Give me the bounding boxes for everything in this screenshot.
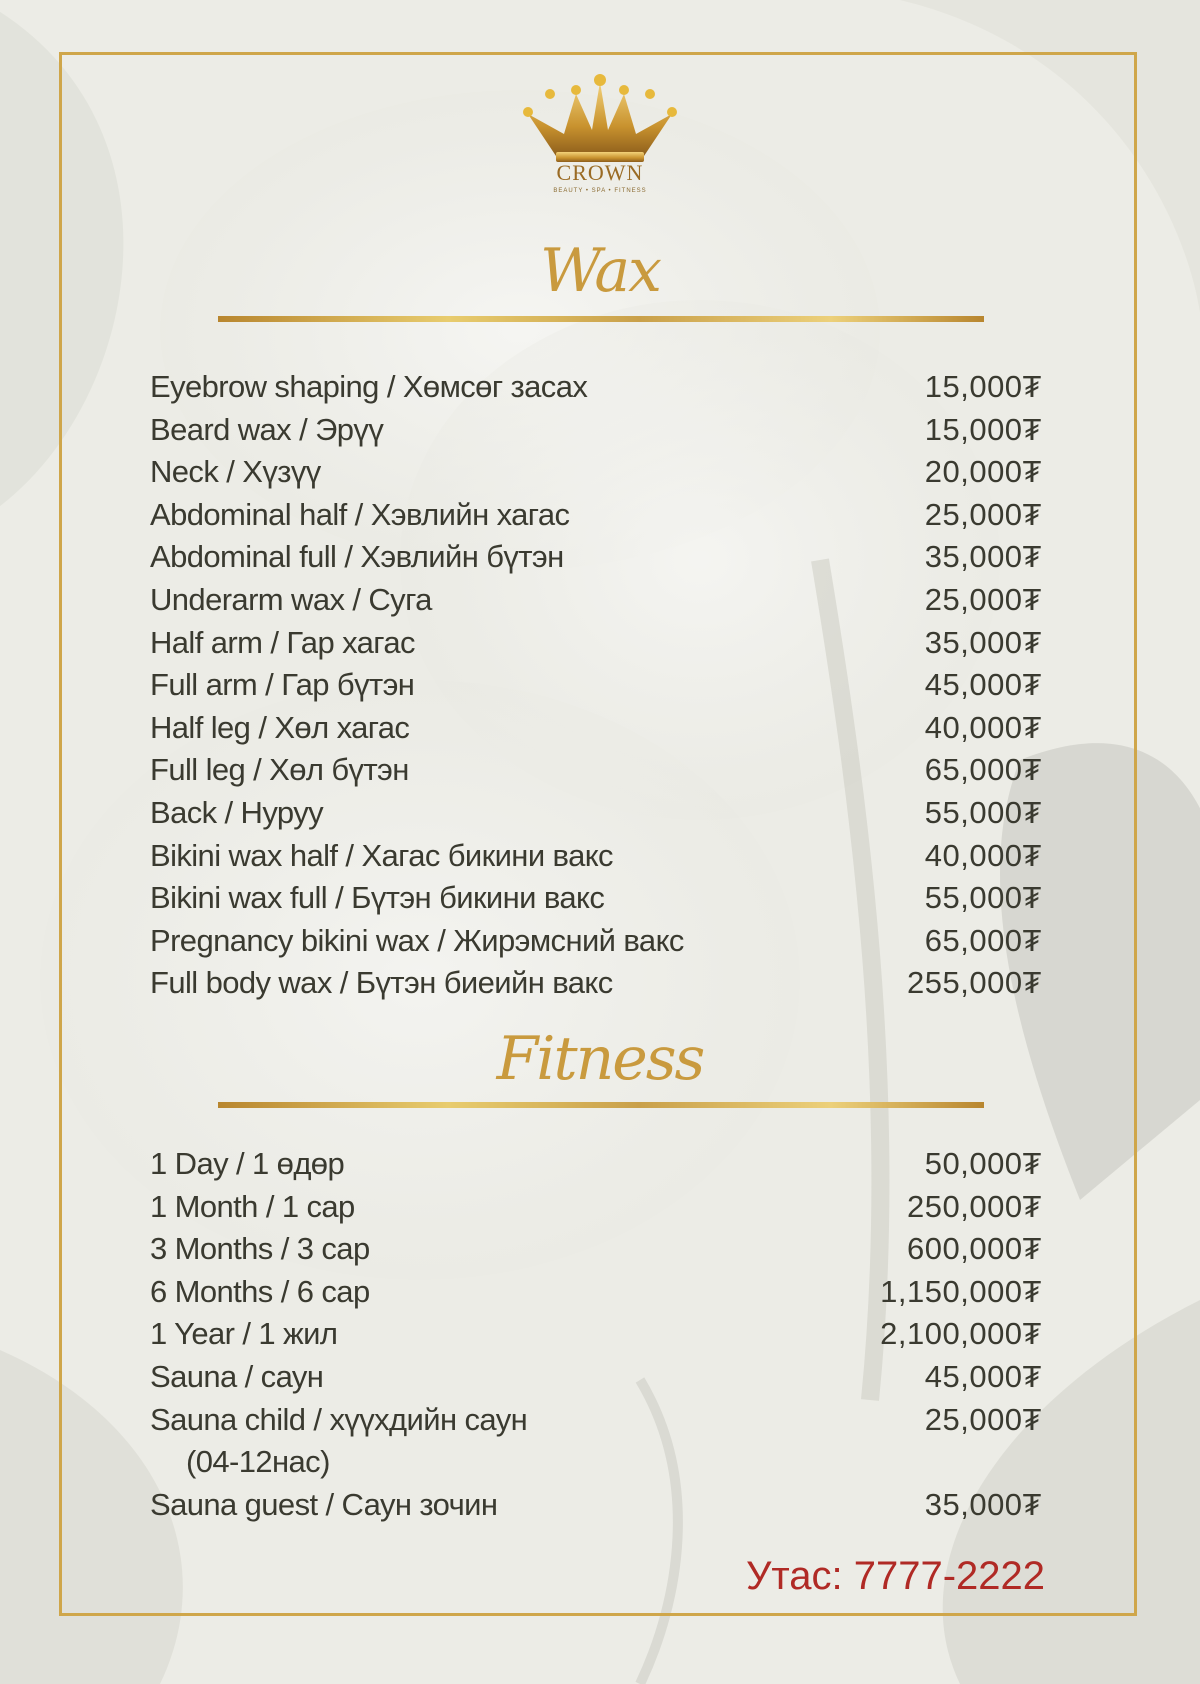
section-divider-wax xyxy=(218,316,984,322)
list-item xyxy=(150,451,1042,494)
item-price: 255,000₮ xyxy=(907,965,1042,1001)
wax-price-list xyxy=(150,366,1042,1005)
item-price: 25,000₮ xyxy=(924,1401,1042,1437)
list-item xyxy=(150,792,1042,835)
section-title-wax: Wax xyxy=(539,236,661,306)
item-name: Sauna guest / Саун зочин xyxy=(150,1486,498,1522)
list-item xyxy=(150,409,1042,452)
item-name: Neck / Хүзүү xyxy=(150,454,321,490)
item-name: 6 Months / 6 сар xyxy=(150,1273,370,1309)
item-name: Full leg / Хөл бүтэн xyxy=(150,752,409,788)
item-price: 25,000₮ xyxy=(924,496,1042,532)
list-item xyxy=(150,749,1042,792)
item-name: Eyebrow shaping / Хөмсөг засах xyxy=(150,369,588,404)
item-price: 65,000₮ xyxy=(924,752,1042,788)
section-title-fitness: Fitness xyxy=(496,1024,704,1094)
crown-logo xyxy=(516,72,684,208)
item-price: 15,000₮ xyxy=(924,369,1042,404)
item-name: 3 Months / 3 сар xyxy=(150,1231,370,1267)
list-item xyxy=(150,877,1042,920)
list-item xyxy=(150,1399,1042,1484)
item-name: Back / Нуруу xyxy=(150,794,323,830)
item-price: 40,000₮ xyxy=(924,837,1042,873)
item-price: 2,100,000₮ xyxy=(880,1316,1042,1352)
item-name: Bikini wax full / Бүтэн бикини вакс xyxy=(150,880,605,916)
item-price: 20,000₮ xyxy=(924,454,1042,490)
item-name: 1 Year / 1 жил xyxy=(150,1316,338,1352)
list-item xyxy=(150,1271,1042,1314)
item-name: Abdominal full / Хэвлийн бүтэн xyxy=(150,539,564,575)
item-name: Beard wax / Эрүү xyxy=(150,411,384,447)
item-price: 250,000₮ xyxy=(907,1188,1042,1224)
list-item xyxy=(150,664,1042,707)
item-name: Half leg / Хөл хагас xyxy=(150,709,410,745)
item-name: 1 Day / 1 өдөр xyxy=(150,1146,345,1181)
list-item xyxy=(150,494,1042,537)
item-price: 55,000₮ xyxy=(924,880,1042,916)
item-name: Bikini wax half / Хагас бикини вакс xyxy=(150,837,613,873)
list-item xyxy=(150,1228,1042,1271)
list-item xyxy=(150,1313,1042,1356)
item-price: 45,000₮ xyxy=(924,667,1042,703)
item-price: 600,000₮ xyxy=(907,1231,1042,1267)
item-name-group xyxy=(150,1399,527,1484)
item-name: Full body wax / Бүтэн биеийн вакс xyxy=(150,965,613,1001)
item-price: 65,000₮ xyxy=(924,922,1042,958)
item-price: 45,000₮ xyxy=(924,1358,1042,1394)
item-name: Full arm / Гар бүтэн xyxy=(150,667,415,703)
item-name: Sauna / саун xyxy=(150,1358,324,1394)
item-price: 15,000₮ xyxy=(924,411,1042,447)
item-price: 50,000₮ xyxy=(924,1146,1042,1181)
item-price: 35,000₮ xyxy=(924,624,1042,660)
list-item xyxy=(150,1356,1042,1399)
section-divider-fitness xyxy=(218,1102,984,1108)
list-item xyxy=(150,920,1042,963)
list-item xyxy=(150,707,1042,750)
item-price: 40,000₮ xyxy=(924,709,1042,745)
item-name: Pregnancy bikini wax / Жирэмсний вакс xyxy=(150,922,684,958)
phone-number: Утас: 7777-2222 xyxy=(745,1554,1045,1598)
list-item xyxy=(150,835,1042,878)
item-price: 35,000₮ xyxy=(924,1486,1042,1522)
brand-tagline: BEAUTY • SPA • FITNESS xyxy=(553,188,647,194)
item-subname: (04-12нас) xyxy=(186,1444,330,1480)
item-name: Underarm wax / Суга xyxy=(150,581,432,617)
list-item xyxy=(150,1484,1042,1527)
item-price: 55,000₮ xyxy=(924,794,1042,830)
item-price: 35,000₮ xyxy=(924,539,1042,575)
brand-name: CROWN xyxy=(556,160,644,185)
crown-icon xyxy=(516,72,684,168)
list-item xyxy=(150,1186,1042,1229)
list-item xyxy=(150,622,1042,665)
item-price: 25,000₮ xyxy=(924,581,1042,617)
list-item xyxy=(150,1143,1042,1186)
item-name: Half arm / Гар хагас xyxy=(150,624,415,660)
item-name: 1 Month / 1 сар xyxy=(150,1188,355,1224)
fitness-price-list xyxy=(150,1143,1042,1526)
list-item xyxy=(150,962,1042,1005)
list-item xyxy=(150,579,1042,622)
item-name: Abdominal half / Хэвлийн хагас xyxy=(150,496,570,532)
list-item xyxy=(150,366,1042,409)
item-price: 1,150,000₮ xyxy=(880,1273,1042,1309)
list-item xyxy=(150,536,1042,579)
item-name: Sauna child / хүүхдийн саун xyxy=(150,1401,528,1437)
